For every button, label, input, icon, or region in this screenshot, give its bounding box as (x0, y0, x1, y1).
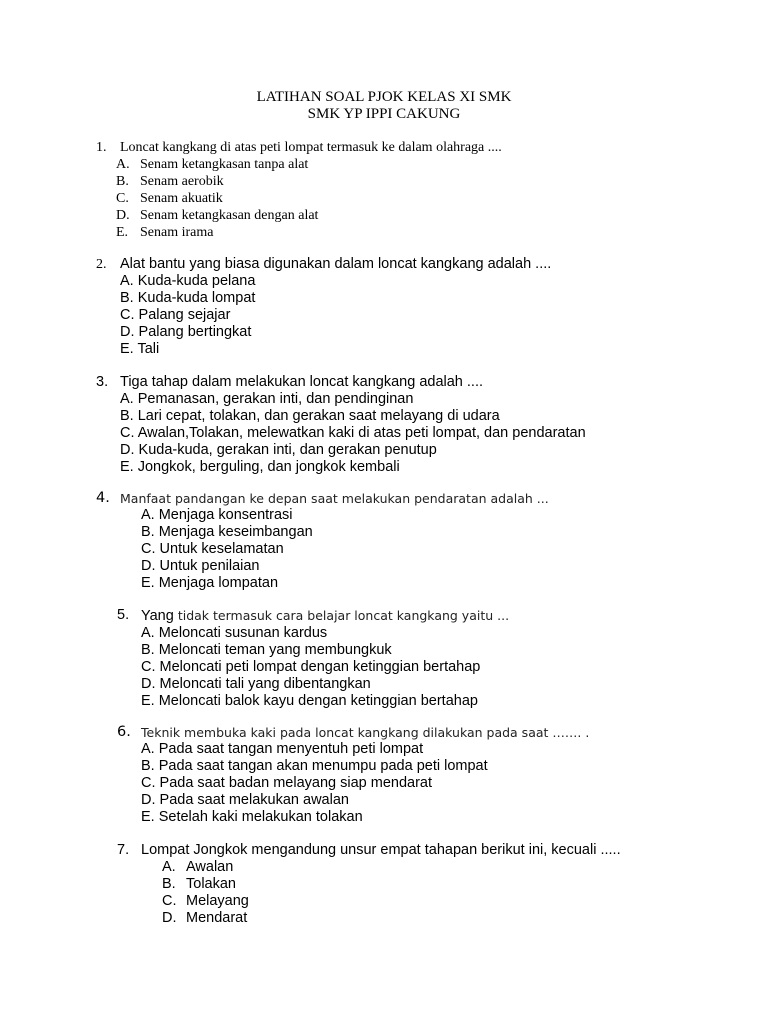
option: B. Pada saat tangan akan menumpu pada peti lompat (141, 758, 488, 774)
question-number: 2. (96, 257, 107, 272)
option-text: Senam ketangkasan tanpa alat (140, 157, 309, 172)
question-5 (0, 607, 510, 710)
option: B. Menjaga keseimbangan (141, 524, 313, 540)
option (116, 224, 522, 241)
option: C. Meloncati peti lompat dengan ketinggian bertahap (141, 659, 481, 675)
option: D. Meloncati tali yang dibentangkan (141, 676, 371, 692)
option: A. Kuda-kuda pelana (120, 273, 256, 289)
option-text: Awalan (186, 859, 234, 875)
question-text (117, 724, 590, 741)
option: A. Pemanasan, gerakan inti, dan pendinginan (120, 391, 414, 407)
option-text: Senam akuatik (140, 191, 223, 206)
option: D. Pada saat melakukan awalan (141, 792, 349, 808)
question-text (96, 374, 586, 391)
question-text (117, 842, 621, 859)
question-number: 3. (96, 374, 109, 390)
option-text: Tolakan (186, 876, 236, 892)
option: D. Untuk penilaian (141, 558, 260, 574)
question-stem-rest: tidak termasuk cara belajar loncat kangkang yaitu ... (177, 608, 510, 623)
question-number: 6. (117, 724, 131, 740)
option: E. Setelah kaki melakukan tolakan (141, 809, 363, 825)
question-2 (0, 256, 552, 358)
option (116, 173, 522, 190)
option: A. Menjaga konsentrasi (141, 507, 293, 523)
option (116, 207, 522, 224)
option (116, 190, 522, 207)
option-text: Melayang (186, 893, 249, 909)
question-6 (0, 724, 590, 826)
option: B. Meloncati teman yang membungkuk (141, 642, 392, 658)
question-text (96, 139, 502, 156)
option: C. Palang sejajar (120, 307, 231, 323)
question-stem: Tiga tahap dalam melakukan loncat kangkang adalah .... (120, 374, 484, 390)
school-name: SMK YP IPPI CAKUNG (307, 106, 461, 122)
option-letter: A. (162, 859, 176, 875)
option-letter: D. (116, 208, 130, 223)
option: A. Meloncati susunan kardus (141, 625, 328, 641)
option: E. Meloncati balok kayu dengan ketinggian bertahap (141, 693, 478, 709)
option-text: Mendarat (186, 910, 248, 926)
question-1 (0, 139, 502, 241)
option: A. Pada saat tangan menyentuh peti lompat (141, 741, 424, 757)
question-number: 1. (96, 140, 107, 155)
question-stem: Teknik membuka kaki pada loncat kangkang dilakukan pada saat ……. . (141, 725, 590, 740)
question-text (117, 607, 510, 625)
option-letter: E. (116, 225, 129, 240)
option-text: Senam ketangkasan dengan alat (140, 208, 319, 223)
question-3 (0, 374, 586, 476)
option-text: Senam aerobik (140, 174, 224, 189)
option (162, 859, 666, 876)
question-number: 4. (96, 490, 110, 506)
option (162, 910, 666, 927)
option (162, 893, 666, 910)
option-letter: B. (116, 174, 129, 189)
option-letter: D. (162, 910, 177, 926)
option: E. Menjaga lompatan (141, 575, 279, 591)
option: E. Jongkok, berguling, dan jongkok kembali (120, 459, 400, 475)
option: D. Kuda-kuda, gerakan inti, dan gerakan penutup (120, 442, 437, 458)
question-stem-start: Yang (141, 608, 178, 624)
question-text (96, 490, 549, 507)
option: C. Untuk keselamatan (141, 541, 284, 557)
document-title: LATIHAN SOAL PJOK KELAS XI SMK (256, 89, 512, 105)
question-stem: Alat bantu yang biasa digunakan dalam loncat kangkang adalah .... (120, 256, 552, 272)
option (116, 156, 522, 173)
question-text (96, 256, 552, 273)
option (162, 876, 666, 893)
question-stem: Lompat Jongkok mengandung unsur empat tahapan berikut ini, kecuali ..... (141, 842, 621, 858)
option: B. Kuda-kuda lompat (120, 290, 256, 306)
option: B. Lari cepat, tolakan, dan gerakan saat melayang di udara (120, 408, 500, 424)
option: D. Palang bertingkat (120, 324, 252, 340)
question-7 (0, 842, 621, 927)
question-stem: Manfaat pandangan ke depan saat melakukan pendaratan adalah ... (120, 491, 549, 506)
question-stem: Loncat kangkang di atas peti lompat termasuk ke dalam olahraga .... (120, 140, 502, 155)
question-4 (0, 490, 549, 592)
option-text: Senam irama (140, 225, 214, 240)
question-number: 7. (117, 842, 130, 858)
option-letter: A. (116, 157, 130, 172)
option-letter: C. (162, 893, 177, 909)
option-letter: B. (162, 876, 176, 892)
option: E. Tali (120, 341, 160, 357)
option: C. Pada saat badan melayang siap mendarat (141, 775, 432, 791)
option-letter: C. (116, 191, 129, 206)
option: C. Awalan,Tolakan, melewatkan kaki di atas peti lompat, dan pendaratan (120, 425, 586, 441)
question-number: 5. (117, 607, 130, 623)
